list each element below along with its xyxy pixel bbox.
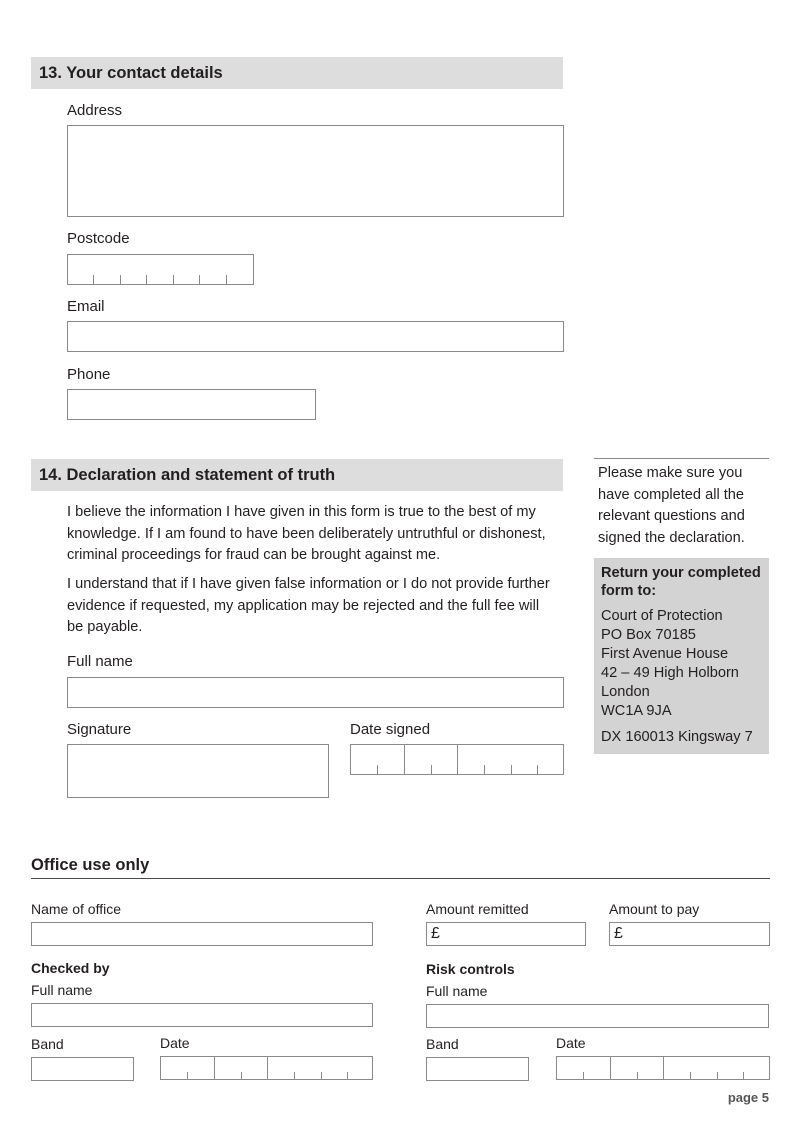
postcode-input[interactable] — [67, 254, 254, 285]
return-heading: Return your completed form to: — [601, 565, 761, 599]
date-separator — [267, 1057, 268, 1079]
date-divider — [743, 1072, 744, 1079]
date-divider — [484, 765, 485, 774]
address-line: Court of Protection — [601, 608, 723, 624]
checked-by-full-name-label: Full name — [31, 982, 93, 998]
email-label: Email — [67, 298, 105, 315]
checked-by-band-label: Band — [31, 1036, 64, 1052]
date-divider — [347, 1072, 348, 1079]
date-signed-input[interactable] — [350, 744, 564, 775]
amount-remitted-label: Amount remitted — [426, 901, 529, 917]
date-divider — [511, 765, 512, 774]
date-divider — [717, 1072, 718, 1079]
date-divider — [294, 1072, 295, 1079]
name-of-office-input[interactable] — [31, 922, 373, 946]
date-divider — [377, 765, 378, 774]
name-of-office-label: Name of office — [31, 901, 122, 917]
full-name-label: Full name — [67, 653, 133, 670]
date-separator — [404, 745, 405, 774]
checked-by-heading: Checked by — [31, 960, 110, 976]
phone-label: Phone — [67, 366, 111, 383]
email-input[interactable] — [67, 321, 564, 352]
office-use-heading: Office use only — [31, 856, 150, 874]
signature-box[interactable] — [67, 744, 329, 798]
address-textarea[interactable] — [67, 125, 564, 217]
risk-controls-full-name-label: Full name — [426, 983, 488, 999]
declaration-paragraph-1: I believe the information I have given in this form is true to the best of my knowledge. If I am found to have been deliberately untruthful or dishonest, criminal proceedings for fraud can be brought against me. — [67, 504, 546, 563]
date-signed-label: Date signed — [350, 721, 431, 738]
amount-remitted-input[interactable]: £ — [426, 922, 586, 946]
postcode-divider — [226, 275, 227, 284]
declaration-paragraph-2: I understand that if I have given false information or I do not provide further evidence if requested, my application may be rejected and the full fee will be payable. — [67, 576, 550, 635]
dx-number: DX 160013 Kingsway 7 — [601, 729, 753, 745]
risk-controls-date-input[interactable] — [556, 1056, 770, 1080]
postcode-divider — [199, 275, 200, 284]
checked-by-band-input[interactable] — [31, 1057, 134, 1081]
address-line: WC1A 9JA — [601, 703, 672, 719]
postcode-divider — [146, 275, 147, 284]
section-14-heading: 14. Declaration and statement of truth — [31, 459, 563, 491]
address-line: London — [601, 684, 650, 700]
address-label: Address — [67, 102, 123, 119]
date-separator — [663, 1057, 664, 1079]
postcode-label: Postcode — [67, 230, 130, 247]
phone-input[interactable] — [67, 389, 316, 420]
sidebar-reminder: Please make sure you have completed all the relevant questions and signed the declaration. — [598, 465, 745, 546]
section-13-heading: 13. Your contact details — [31, 57, 563, 89]
full-name-input[interactable] — [67, 677, 564, 708]
page-number: page 5 — [727, 1090, 769, 1105]
date-divider — [690, 1072, 691, 1079]
date-divider — [321, 1072, 322, 1079]
risk-controls-band-label: Band — [426, 1036, 459, 1052]
date-divider — [637, 1072, 638, 1079]
postcode-divider — [173, 275, 174, 284]
sidebar-rule — [594, 458, 769, 459]
date-separator — [610, 1057, 611, 1079]
address-line: 42 – 49 High Holborn — [601, 665, 739, 681]
amount-to-pay-label: Amount to pay — [609, 901, 700, 917]
date-divider — [583, 1072, 584, 1079]
address-line: PO Box 70185 — [601, 627, 696, 643]
risk-controls-band-input[interactable] — [426, 1057, 529, 1081]
address-line: First Avenue House — [601, 646, 729, 662]
office-use-rule — [31, 878, 770, 879]
date-divider — [241, 1072, 242, 1079]
date-separator — [457, 745, 458, 774]
checked-by-date-label: Date — [160, 1035, 190, 1051]
return-address-panel — [594, 558, 769, 754]
date-divider — [187, 1072, 188, 1079]
postcode-divider — [120, 275, 121, 284]
risk-controls-date-label: Date — [556, 1035, 586, 1051]
date-divider — [431, 765, 432, 774]
checked-by-date-input[interactable] — [160, 1056, 373, 1080]
risk-controls-heading: Risk controls — [426, 961, 515, 977]
postcode-divider — [93, 275, 94, 284]
date-divider — [537, 765, 538, 774]
amount-to-pay-input[interactable]: £ — [609, 922, 770, 946]
date-separator — [214, 1057, 215, 1079]
checked-by-full-name-input[interactable] — [31, 1003, 373, 1027]
signature-label: Signature — [67, 721, 132, 738]
risk-controls-full-name-input[interactable] — [426, 1004, 769, 1028]
